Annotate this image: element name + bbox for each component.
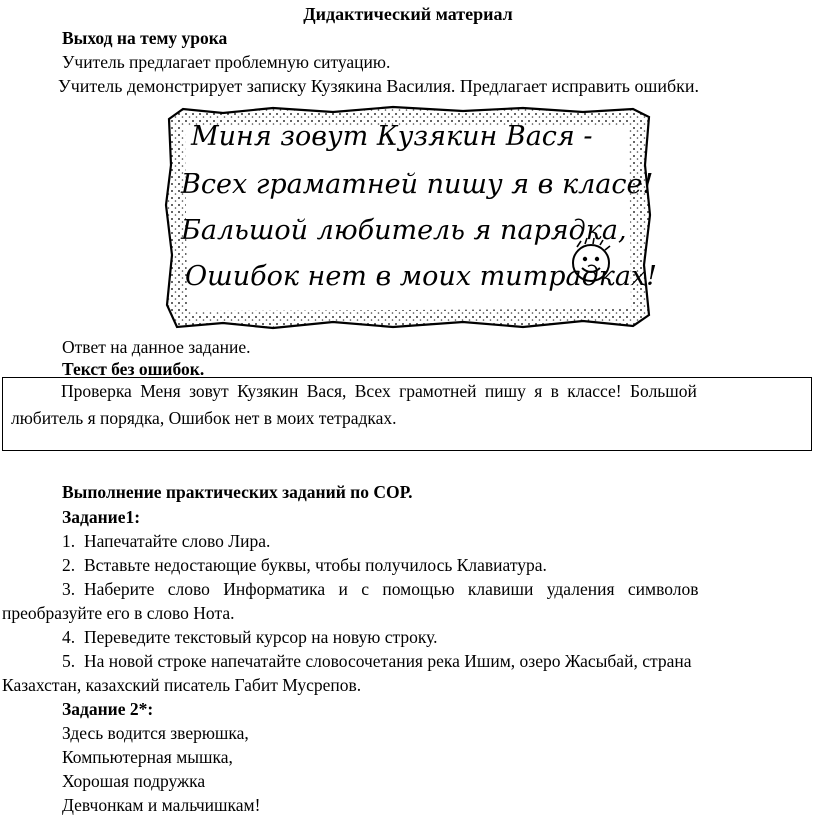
answer-label: Ответ на данное задание.: [62, 337, 251, 357]
list-item: Напечатайте слово Лира.: [84, 531, 271, 551]
answer-text-line-1: Проверка Меня зовут Кузякин Вася, Всех грамотней пишу я в классе! Большой: [61, 381, 697, 401]
poem-line-1: Здесь водится зверюшка,: [62, 723, 249, 743]
list-item: Наберите слово Информатика и с помощью клавиши удаления символов: [84, 579, 699, 599]
page-title: Дидактический материал: [303, 4, 513, 24]
handwritten-note: [163, 105, 658, 330]
note-line-1: Миня зовут Кузякин Вася -: [191, 121, 593, 152]
list-item-continuation: Казахстан, казахский писатель Габит Мусрепов.: [2, 675, 362, 695]
intro-line-2: Учитель демонстрирует записку Кузякина Василия. Предлагает исправить ошибки.: [58, 76, 699, 96]
list-item-continuation: преобразуйте его в слово Нота.: [2, 603, 235, 623]
note-line-4: Ошибок нет в моих титрадках!: [185, 261, 658, 292]
answer-text-line-2: любитель я порядка, Ошибок нет в моих тетрадках.: [11, 408, 397, 428]
note-line-3: Бальшой любитель я парядка,: [181, 215, 627, 246]
poem-line-3: Хорошая подружка: [62, 771, 206, 791]
list-item: Переведите текстовый курсор на новую строку.: [84, 627, 438, 647]
task2-heading: Задание 2*:: [62, 699, 154, 719]
task1-heading: Задание1:: [62, 507, 141, 527]
list-item-num: 1.: [62, 531, 76, 551]
list-item-num: 4.: [62, 627, 76, 647]
list-item: Вставьте недостающие буквы, чтобы получилось Клавиатура.: [84, 555, 547, 575]
poem-line-4: Девчонкам и мальчишкам!: [62, 795, 261, 815]
list-item-num: 2.: [62, 555, 76, 575]
section-heading-topic: Выход на тему урока: [62, 28, 228, 48]
answer-subheading: Текст без ошибок.: [62, 359, 205, 379]
poem-line-2: Компьютерная мышка,: [62, 747, 233, 767]
answer-text-box: [2, 377, 812, 451]
section-heading-practice: Выполнение практических заданий по СОР.: [62, 482, 413, 502]
list-item-num: 3.: [62, 579, 76, 599]
list-item-num: 5.: [62, 651, 76, 671]
list-item: На новой строке напечатайте словосочетания река Ишим, озеро Жасыбай, страна: [84, 651, 692, 671]
intro-line-1: Учитель предлагает проблемную ситуацию.: [62, 52, 391, 72]
note-line-2: Всех граматней пишу я в класе!: [181, 169, 654, 200]
